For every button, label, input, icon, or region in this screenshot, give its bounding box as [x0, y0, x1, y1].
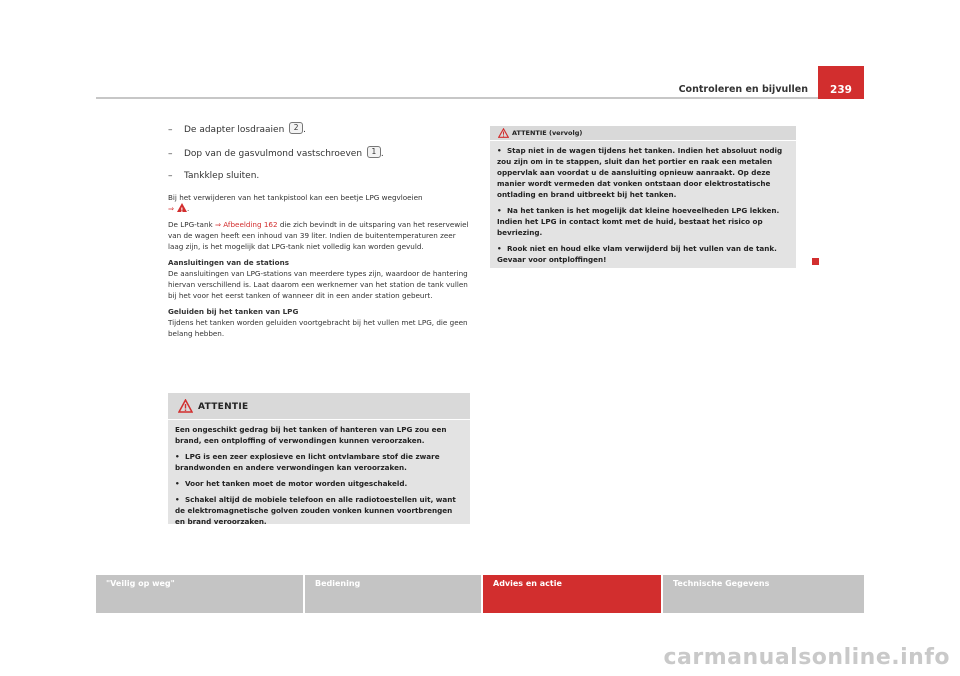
warning-header	[490, 126, 796, 141]
warning-header	[168, 393, 470, 420]
warning-box	[168, 393, 470, 524]
warning-bullet: • Na het tanken is het mogelijk dat kleine hoeveelheden LPG lekken. Indien het LPG in contact komt met de huid, bestaat het risico op bevriezing.	[497, 206, 780, 237]
warning-bullet: • Rook niet en houd elke vlam verwijderd bij het vullen van de tank. Gevaar voor ontploffingen!	[497, 244, 777, 264]
warning-intro: Een ongeschikt gedrag bij het tanken of hanteren van LPG zou een brand, een ontploffing of verwondingen kunnen veroorzaken.	[175, 425, 447, 445]
step-text: Dop van de gasvulmond vastschroeven	[184, 149, 363, 159]
callout-badge: 2	[289, 122, 303, 134]
left-column	[168, 122, 470, 344]
step-text: De adapter losdraaien	[184, 125, 285, 135]
warning-bullet: • Stap niet in de wagen tijdens het tanken. Indien het absoluut nodig zou zijn om in te stappen, sluit dan het portier en raak een metalen oppervlak aan voordat u de aansluiting opnieuw aanraakt. Op deze manier wordt vermeden dat vonken ontstaan door elektrostatische ontlading en brand uitbreekt bij het tanken.	[497, 146, 783, 199]
chapter-title: Controleren en bijvullen	[678, 84, 808, 95]
watermark: carmanualsonline.info	[663, 645, 950, 670]
header-rule	[96, 97, 818, 99]
section-heading: Geluiden bij het tanken van LPG	[168, 307, 299, 316]
warning-body	[490, 141, 796, 265]
tab-bediening[interactable]: Bediening	[305, 575, 481, 613]
warning-box-continued	[490, 126, 796, 268]
paragraph: Bij het verwijderen van het tankpistool kan een beetje LPG wegvloeien ⇒! .	[168, 192, 470, 214]
section-heading: Aansluitingen van de stations	[168, 258, 289, 267]
section-end-marker	[812, 258, 819, 265]
step-item: – Dop van de gasvulmond vastschroeven 1 .	[168, 147, 384, 159]
step-text: Tankklep sluiten.	[184, 171, 260, 181]
warning-title: ATTENTIE	[198, 402, 249, 412]
step-item: – Tankklep sluiten.	[168, 171, 260, 181]
tab-technische-gegevens[interactable]: Technische Gegevens	[663, 575, 864, 613]
warning-bullet: • Voor het tanken moet de motor worden uitgeschakeld.	[175, 479, 408, 488]
warning-icon	[498, 128, 509, 138]
warning-reference-link[interactable]: ⇒	[168, 204, 175, 213]
warning-title: ATTENTIE (vervolg)	[512, 129, 583, 137]
warning-icon	[177, 203, 187, 212]
tab-advies-en-actie[interactable]: Advies en actie	[483, 575, 661, 613]
warning-icon	[178, 399, 193, 413]
callout-badge: 1	[367, 146, 381, 158]
footer-nav	[96, 575, 864, 613]
tab-veilig-op-weg[interactable]: "Veilig op weg"	[96, 575, 303, 613]
paragraph: De aansluitingen van LPG-stations van meerdere types zijn, waardoor de hantering hiervan verschillend is. Laat daarom een werknemer van het station de tank vullen bij het voor het eerst tanken of wanneer dit in een ander station gebeurt.	[168, 269, 468, 300]
step-item: – De adapter losdraaien 2 .	[168, 123, 307, 135]
warning-bullet: • LPG is een zeer explosieve en licht ontvlambare stof die zware brandwonden en andere verwondingen kan veroorzaken.	[175, 452, 440, 472]
paragraph: De LPG-tank ⇒ Afbeelding 162 die zich bevindt in de uitsparing van het reservewiel van de wagen heeft een inhoud van 39 liter. Indien de buitentemperaturen zeer laag zijn, is het mogelijk dat LPG-tank niet volledig kan worden gevuld.	[168, 220, 469, 251]
figure-link[interactable]: ⇒ Afbeelding 162	[214, 220, 278, 229]
warning-body	[168, 420, 470, 527]
page-number: 239	[818, 66, 864, 99]
paragraph: Tijdens het tanken worden geluiden voortgebracht bij het vullen met LPG, die geen belang hebben.	[168, 318, 468, 338]
warning-bullet: • Schakel altijd de mobiele telefoon en alle radiotoestellen uit, want de elektromagnetische golven zouden vonken kunnen voortbrengen en brand veroorzaken.	[175, 495, 456, 526]
